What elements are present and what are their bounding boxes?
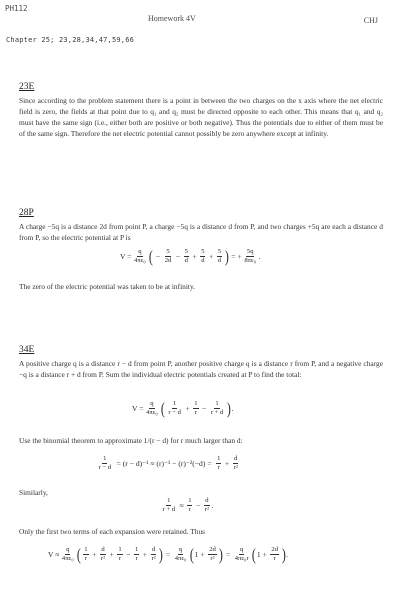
eq-fraction: $\frac{1}{r}$ (188, 497, 192, 513)
equation-34e-2: $\frac{1}{r - d}$ = (r − d)⁻¹ ≈ (r)⁻¹ − (r)⁻²(−d) = $\frac{1}{r}$ + $\frac{d}{\text{r²}}$ (98, 455, 238, 471)
course-code: PH112 (5, 4, 28, 13)
problem-28p-after: The zero of the electric potential was taken to be at infinity. (19, 282, 196, 291)
equation-34e-1: V = $\frac{q}{\text{4πε₀}}$ ( $\frac{1}{r - d}$ + $\frac{1}{r}$ − $\frac{1}{r + d}$ ) . (132, 398, 234, 418)
eq-fraction: $\frac{d}{\text{r²}}$ (204, 497, 209, 513)
eq-fraction: $\frac{d}{\text{r²}}$ (151, 546, 156, 562)
eq-fraction: $\frac{1}{r + d}$ (210, 400, 224, 416)
equation-34e-4: V ≈ $\frac{q}{\text{4πε₀}}$ ( $\frac{1}{r}$ + $\frac{d}{\text{r²}}$ + $\frac{1}{r}$ − $\frac{1}{r}$ + $\frac{d}{\text{r²}}$ ) = $\frac{q}{\text{4πε₀}}$ ( 1 + $\frac{2d}{\text{r²}}$ ) = $\frac{q}{\text{4πε₀r}}$ ( 1 + $\frac{2d}{r}$ ) . (48, 544, 289, 564)
problem-label-23e: 23E (19, 82, 35, 92)
eq-fraction: $\frac{1}{r}$ (134, 546, 139, 562)
problem-label-28p: 28P (19, 208, 34, 218)
equation-28p: V = $\frac{q}{\text{4πε₀}}$ ( − $\frac{5}{2d}$ − $\frac{5}{d}$ + $\frac{5}{d}$ + $\frac{5}{d}$ ) = + $\frac{5q}{\text{8πε₀}}$ . (120, 246, 261, 266)
eq-fraction: $\frac{1}{r}$ (194, 400, 198, 416)
eq-fraction: $\frac{5}{d}$ (217, 248, 222, 264)
eq-fraction: $\frac{q}{\text{4πε₀}}$ (146, 400, 158, 416)
eq-fraction: $\frac{1}{r + d}$ (162, 497, 176, 513)
eq-fraction: $\frac{5}{d}$ (201, 248, 205, 264)
eq-lhs: V = (120, 252, 132, 261)
chapter-line: Chapter 25; 23,28,34,47,59,66 (6, 36, 135, 44)
eq-fraction: $\frac{q}{\text{4πε₀r}}$ (234, 546, 249, 562)
problem-label-34e: 34E (19, 345, 35, 355)
problem-34e-text-2: Use the binomial theorem to approximate 1/(r − d) for r much larger than d: (19, 436, 243, 445)
eq-fraction: $\frac{1}{r}$ (84, 546, 88, 562)
eq-fraction: $\frac{2d}{\text{r²}}$ (209, 546, 216, 562)
eq-fraction: $\frac{5}{d}$ (184, 248, 188, 264)
problem-23e-text: Since according to the problem statement there is a point in between the two charges on the x axis where the net electric field is zero, the fields at that point due to q₁ and q₂ must be directed opposite to each other. This means that q₁ and q₂ must have the same sign (i.e., either both are positive or both negative). Thus the potentials due to either of them must be of the same sign. Therefore the net electric potential cannot possibly be zero anywhere except at infinity. (19, 96, 383, 139)
eq-fraction: $\frac{q}{\text{4πε₀}}$ (134, 248, 146, 264)
problem-34e-text-3: Only the first two terms of each expansion were retained. Thus (19, 527, 206, 536)
homework-title: Homework 4V (148, 14, 196, 23)
eq-fraction: $\frac{1}{r}$ (217, 455, 221, 471)
eq-fraction: $\frac{1}{r}$ (118, 546, 122, 562)
page-header (0, 4, 400, 25)
eq-fraction: $\frac{q}{\text{4πε₀}}$ (61, 546, 74, 562)
author-initials: CHJ (363, 16, 378, 25)
eq-fraction: $\frac{q}{\text{4πε₀}}$ (174, 546, 187, 562)
close-paren: ) (224, 246, 229, 266)
eq-fraction: $\frac{1}{r - d}$ (168, 400, 181, 416)
eq-fraction: $\frac{5q}{\text{8πε₀}}$ (244, 248, 257, 264)
equation-34e-3: $\frac{1}{r + d}$ ≈ $\frac{1}{r}$ − $\frac{d}{\text{r²}}$ . (162, 497, 214, 513)
eq-fraction: $\frac{5}{2d}$ (164, 248, 172, 264)
problem-34e-text: A positive charge q is a distance r − d from point P, another positive charge q is a distance r from P, and a negative charge −q is a distance r + d from P. Sum the individual electric potentials created at P to find the total: (19, 359, 383, 380)
open-paren: ( (149, 246, 154, 266)
problem-28p-text: A charge −5q is a distance 2d from point P, a charge −5q is a distance d from P, and two charges +5q are each a distance d from P, so the electric potential at P is (19, 222, 383, 243)
eq-fraction: $\frac{1}{r - d}$ (98, 455, 112, 471)
eq-fraction: $\frac{2d}{r}$ (271, 546, 278, 562)
eq-fraction: $\frac{d}{\text{r²}}$ (233, 455, 238, 471)
eq-fraction: $\frac{d}{\text{r²}}$ (100, 546, 106, 562)
similarly-text: Similarly, (19, 488, 48, 497)
